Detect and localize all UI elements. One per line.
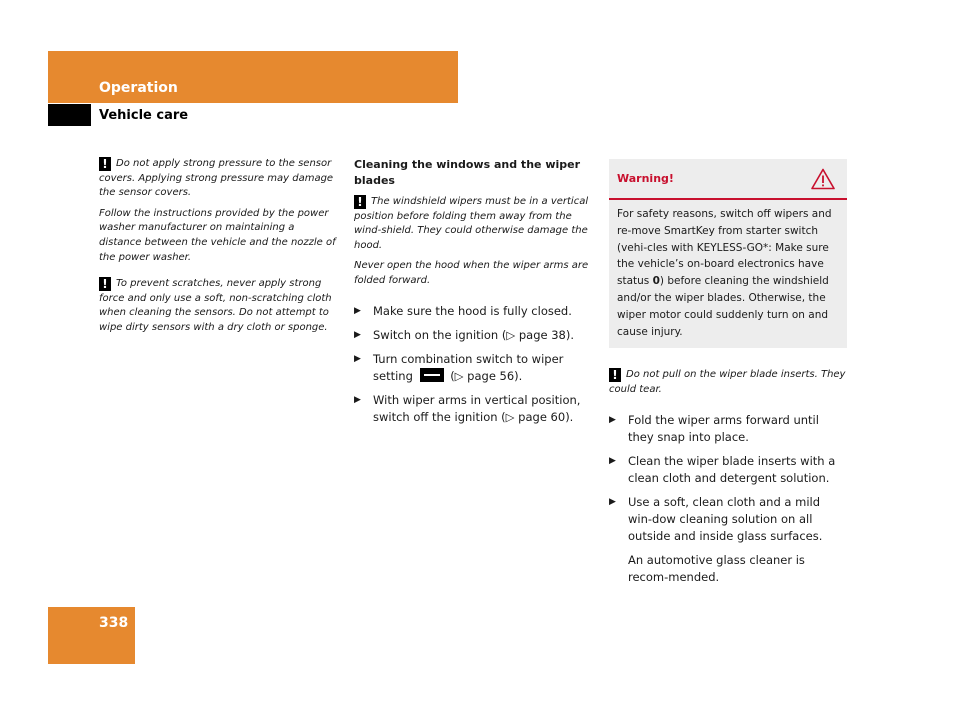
column-left [99,157,339,342]
note-text: Do not pull on the wiper blade inserts. They could tear. [609,369,846,395]
step-text: Fold the wiper arms forward until they snap into place. [628,412,819,444]
step-text: Turn combination switch to wiper setting [373,351,564,383]
warning-title: Warning! [617,172,674,185]
step-item [609,494,847,545]
note-text: Do not apply strong pressure to the sensor covers. Applying strong pressure may damage the sensor covers. [99,158,334,199]
status-value: 0 [652,275,660,288]
triangle-bullet-icon: ▶ [354,305,361,316]
caution-note-scratches [99,277,339,335]
step-text: Use a soft, clean cloth and a mild win-dow cleaning solution on all outside and inside glass surfaces. [628,494,823,543]
subsection-tab-marker [48,104,91,126]
step-item [354,351,594,385]
step-text: Clean the wiper blade inserts with a clean cloth and detergent solution. [628,453,836,485]
exclamation-icon: ! [99,157,111,171]
section-heading: Cleaning the windows and the wiper blades [354,158,581,187]
triangle-bullet-icon: ▶ [354,329,361,340]
note-text: The windshield wipers must be in a vertical position before folding them away from the wind-shield. They could otherwise damage the hood. [354,196,589,251]
exclamation-icon: ! [99,277,111,291]
exclamation-icon: ! [609,368,621,382]
triangle-bullet-icon: ▶ [354,394,361,405]
warning-text-part: ) before cleaning the windshield and/or the wiper blades. Otherwise, the wiper motor could suddenly turn on and cause injury. [617,275,829,338]
warning-header [609,159,847,200]
step-text: ). [565,409,574,424]
column-right [609,159,847,586]
warning-text [609,200,847,348]
step-item [609,412,847,446]
step-text: With wiper arms in vertical position, switch off the ignition ( [373,392,581,424]
page-number: 338 [99,615,129,631]
subsection-title: Vehicle care [99,108,189,123]
column-middle [354,157,594,433]
tip-text: An automotive glass cleaner is recom-mended. [628,552,805,584]
triangle-bullet-icon: ▶ [609,414,616,425]
note-paragraph: Never open the hood when the wiper arms are folded forward. [354,260,589,286]
section-title: Operation [99,80,178,96]
step-item [354,327,594,344]
step-item [609,453,847,487]
warning-text-part: For safety reasons, switch off wipers and re-move SmartKey from starter switch (vehi-cles with KEYLESS-GO*: Make sure the vehicle’s on-board electronics have status [617,208,832,288]
page-reference-link[interactable]: (▷ page 56). [450,368,523,383]
step-text: Make sure the hood is fully closed. [373,303,572,318]
triangle-bullet-icon: ▶ [609,496,616,507]
step-list [609,412,847,545]
caution-note-blade-inserts [609,368,847,397]
caution-note-wipers [354,195,594,253]
step-text: ). [565,327,575,342]
note-paragraph: Follow the instructions provided by the power washer manufacturer on maintaining a distance between the vehicle and the nozzle of the power washer. [99,207,336,263]
step-item [354,303,594,320]
note-text: To prevent scratches, never apply strong force and only use a soft, non-scratching cloth when cleaning the sensors. Do not attempt to wipe dirty sensors with a dry cloth or sponge. [99,278,332,333]
page-reference-link[interactable]: ▷ page 60 [505,409,566,424]
wiper-off-setting-icon [420,368,444,382]
triangle-bullet-icon: ▶ [609,455,616,466]
warning-triangle-icon [811,168,835,190]
caution-note-sensor-pressure [99,157,339,201]
triangle-bullet-icon: ▶ [354,353,361,364]
exclamation-icon: ! [354,195,366,209]
step-item [354,392,594,426]
step-text: Switch on the ignition ( [373,327,507,342]
warning-box [609,159,847,348]
page-reference-link[interactable]: ▷ page 38 [506,327,566,342]
step-list [354,303,594,426]
